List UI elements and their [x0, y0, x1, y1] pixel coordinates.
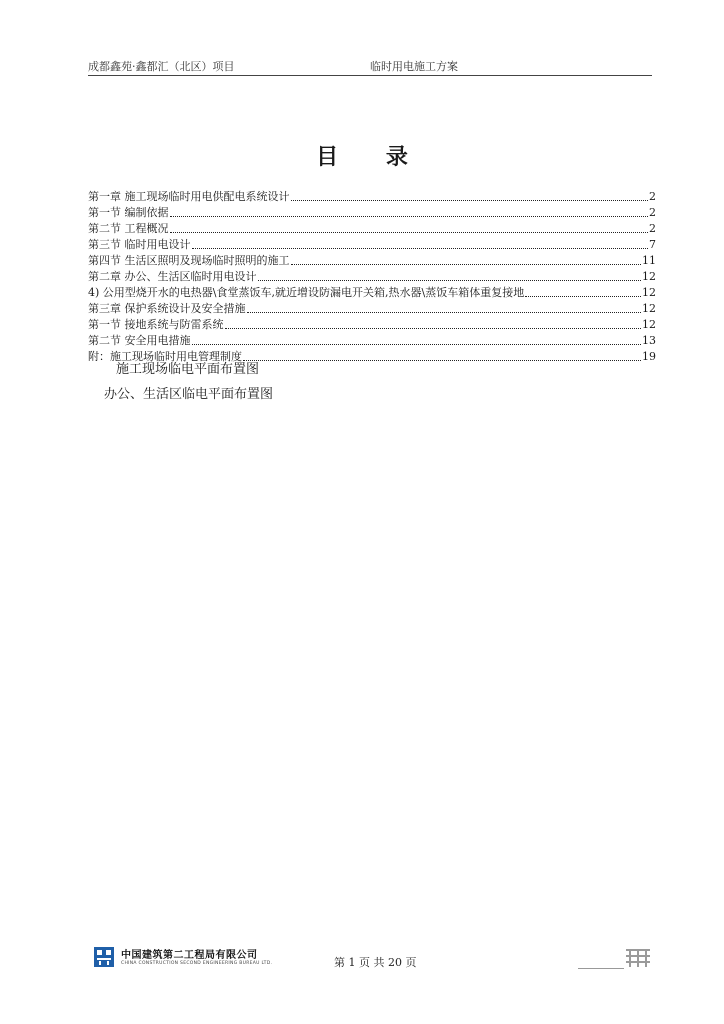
page-number: 第 1 页 共 20 页 [334, 956, 417, 969]
toc-entry-page: 11 [642, 254, 656, 267]
footer-divider [578, 968, 624, 969]
appendix-drawing-title: 施工现场临电平面布置图 [116, 362, 260, 377]
toc-leader-dots [291, 263, 642, 265]
toc-leader-dots [243, 359, 641, 361]
toc-entry-title: 第一章 施工现场临时用电供配电系统设计 [88, 190, 290, 203]
toc-entry-page: 2 [649, 190, 656, 203]
toc-leader-dots [170, 215, 649, 217]
header-document-title: 临时用电施工方案 [370, 60, 458, 73]
toc-entry[interactable] [88, 284, 656, 300]
toc-entry[interactable] [88, 316, 656, 332]
toc-leader-dots [192, 343, 642, 345]
toc-entry-page: 7 [649, 238, 656, 251]
toc-entry-page: 12 [642, 270, 656, 283]
appendix-drawing-title: 办公、生活区临电平面布置图 [104, 387, 274, 402]
toc-entry[interactable] [88, 332, 656, 348]
table-of-contents [88, 188, 656, 364]
toc-entry[interactable] [88, 236, 656, 252]
toc-entry-page: 12 [642, 318, 656, 331]
toc-entry-title: 第四节 生活区照明及现场临时照明的施工 [88, 254, 290, 267]
toc-entry-page: 12 [642, 286, 656, 299]
page-header [88, 58, 652, 74]
page-title: 目 录 [316, 144, 428, 170]
toc-entry-page: 12 [642, 302, 656, 315]
toc-entry-title: 第二章 办公、生活区临时用电设计 [88, 270, 257, 283]
toc-leader-dots [247, 311, 642, 313]
bureau-emblem-icon [624, 946, 652, 970]
toc-entry-title: 第一节 接地系统与防雷系统 [88, 318, 224, 331]
toc-leader-dots [525, 295, 641, 297]
toc-entry-page: 2 [649, 206, 656, 219]
toc-leader-dots [170, 231, 649, 233]
toc-leader-dots [258, 279, 642, 281]
toc-entry-title: 第三节 临时用电设计 [88, 238, 191, 251]
toc-entry-page: 19 [642, 350, 656, 363]
toc-entry[interactable] [88, 204, 656, 220]
toc-entry-title: 4) 公用型烧开水的电热器\食堂蒸饭车,就近增设防漏电开关箱,热水器\蒸饭车箱体重复接地 [88, 286, 525, 299]
toc-entry-title: 第一节 编制依据 [88, 206, 169, 219]
toc-entry-title: 第三章 保护系统设计及安全措施 [88, 302, 246, 315]
header-project-name: 成都鑫苑·鑫都汇（北区）项目 [88, 60, 235, 73]
company-name-english: CHINA CONSTRUCTION SECOND ENGINEERING BUREAU LTD. [121, 961, 273, 966]
toc-entry-title: 第二节 工程概况 [88, 222, 169, 235]
toc-entry-title: 第二节 安全用电措施 [88, 334, 191, 347]
toc-entry[interactable] [88, 252, 656, 268]
toc-leader-dots [291, 199, 649, 201]
header-divider [88, 75, 652, 76]
toc-entry-page: 13 [642, 334, 656, 347]
toc-entry[interactable] [88, 220, 656, 236]
toc-entry[interactable] [88, 300, 656, 316]
toc-leader-dots [225, 327, 642, 329]
toc-entry-title: 附：施工现场临时用电管理制度 [88, 350, 242, 363]
toc-entry[interactable] [88, 268, 656, 284]
toc-leader-dots [192, 247, 649, 249]
company-logo-icon [93, 946, 115, 968]
toc-entry[interactable] [88, 188, 656, 204]
toc-entry-page: 2 [649, 222, 656, 235]
company-name: 中国建筑第二工程局有限公司 [121, 950, 258, 961]
